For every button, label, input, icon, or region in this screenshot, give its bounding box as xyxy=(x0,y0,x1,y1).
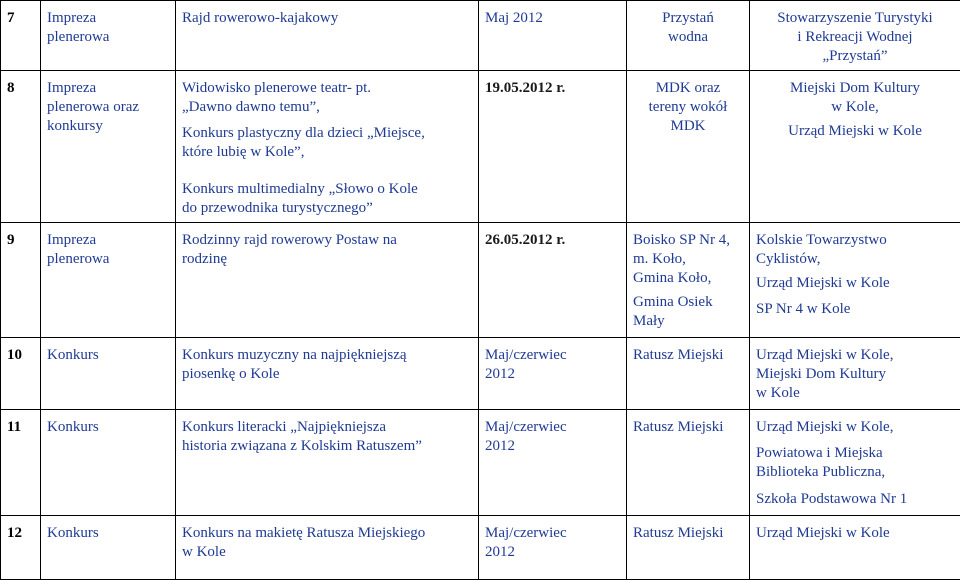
event-place: Boisko SP Nr 4, m. Koło, Gmina Koło, Gmina Osiek Mały xyxy=(627,223,750,338)
event-name: Rajd rowerowo-kajakowy xyxy=(176,1,479,71)
table-row xyxy=(1,71,960,223)
event-name: Widowisko plenerowe teatr- pt. „Dawno dawno temu”, Konkurs plastyczny dla dzieci „Miejsce, które lubię w Kole”, Konkurs multimedialny „Słowo o Kole do przewodnika turystycznego” xyxy=(176,71,479,223)
event-name: Konkurs na makietę Ratusza Miejskiego w Kole xyxy=(176,516,479,580)
event-type: Konkurs xyxy=(41,338,176,410)
event-place: Ratusz Miejski xyxy=(627,338,750,410)
row-number: 12 xyxy=(1,516,41,580)
event-type: Impreza plenerowa oraz konkursy xyxy=(41,71,176,223)
event-place: Przystań wodna xyxy=(627,1,750,71)
row-number: 9 xyxy=(1,223,41,338)
event-date: Maj/czerwiec 2012 xyxy=(479,338,627,410)
event-type: Konkurs xyxy=(41,410,176,516)
event-organizer: Miejski Dom Kultury w Kole, Urząd Miejski w Kole xyxy=(750,71,960,223)
event-place: Ratusz Miejski xyxy=(627,516,750,580)
table-row xyxy=(1,1,960,71)
event-organizer: Urząd Miejski w Kole xyxy=(750,516,960,580)
event-organizer: Urząd Miejski w Kole, Miejski Dom Kultury w Kole xyxy=(750,338,960,410)
event-place: MDK oraz tereny wokół MDK xyxy=(627,71,750,223)
event-name: Konkurs literacki „Najpiękniejsza historia związana z Kolskim Ratuszem” xyxy=(176,410,479,516)
table-row xyxy=(1,223,960,338)
row-number: 7 xyxy=(1,1,41,71)
table-row xyxy=(1,410,960,516)
event-name: Konkurs muzyczny na najpiękniejszą piosenkę o Kole xyxy=(176,338,479,410)
event-date: Maj/czerwiec 2012 xyxy=(479,410,627,516)
event-date: Maj 2012 xyxy=(479,1,627,71)
row-number: 8 xyxy=(1,71,41,223)
event-type: Konkurs xyxy=(41,516,176,580)
event-organizer: Stowarzyszenie Turystyki i Rekreacji Wodnej „Przystań” xyxy=(750,1,960,71)
event-date: 26.05.2012 r. xyxy=(479,223,627,338)
event-organizer: Kolskie Towarzystwo Cyklistów, Urząd Miejski w Kole SP Nr 4 w Kole xyxy=(750,223,960,338)
event-place: Ratusz Miejski xyxy=(627,410,750,516)
table-row xyxy=(1,516,960,580)
event-name: Rodzinny rajd rowerowy Postaw na rodzinę xyxy=(176,223,479,338)
event-organizer: Urząd Miejski w Kole, Powiatowa i Miejska Biblioteka Publiczna, Szkoła Podstawowa Nr 1 xyxy=(750,410,960,516)
row-number: 11 xyxy=(1,410,41,516)
event-date: 19.05.2012 r. xyxy=(479,71,627,223)
row-number: 10 xyxy=(1,338,41,410)
event-date: Maj/czerwiec 2012 xyxy=(479,516,627,580)
event-type: Impreza plenerowa xyxy=(41,223,176,338)
table-row xyxy=(1,338,960,410)
event-type: Impreza plenerowa xyxy=(41,1,176,71)
